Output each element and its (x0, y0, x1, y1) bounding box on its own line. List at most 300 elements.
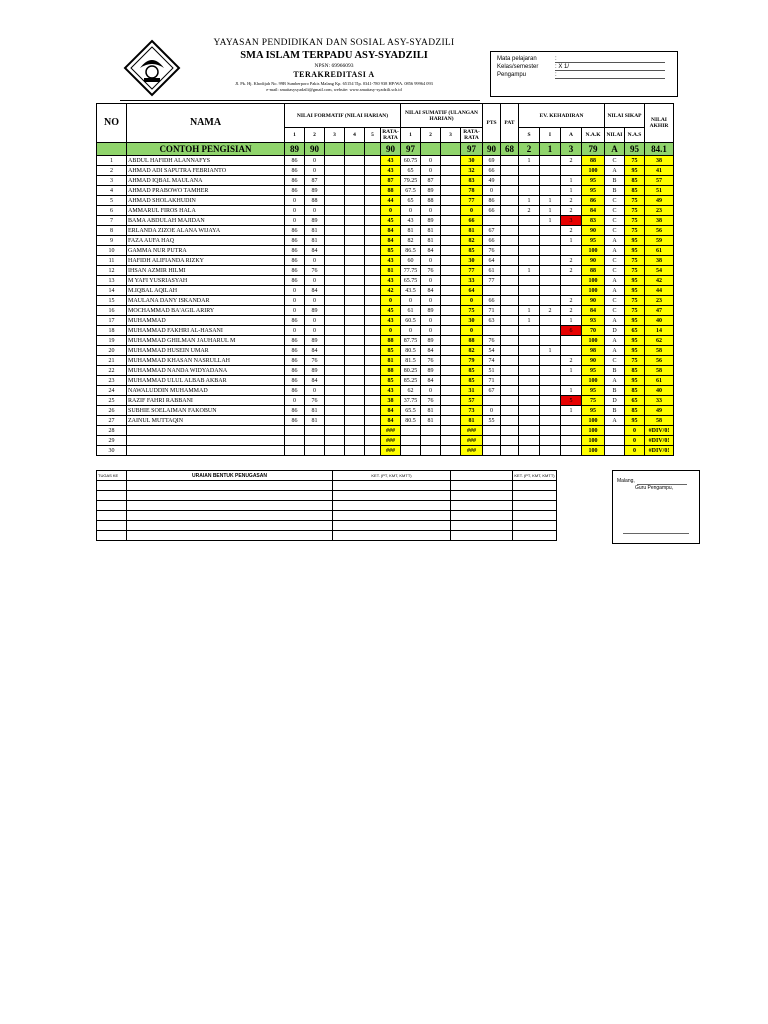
cell-nas[interactable]: 75 (625, 206, 645, 216)
tugas-cell[interactable] (333, 511, 451, 521)
tugas-cell[interactable] (451, 491, 513, 501)
cell-s[interactable] (519, 216, 540, 226)
tugas-cell[interactable] (451, 531, 513, 541)
cell-no[interactable]: 2 (97, 166, 127, 176)
cell-no[interactable]: 1 (97, 156, 127, 166)
cell-blank6[interactable] (365, 156, 381, 166)
cell-nak[interactable]: 95 (582, 236, 605, 246)
cell-f1[interactable]: 86 (285, 226, 305, 236)
cell-s1[interactable]: 0 (401, 206, 421, 216)
cell-no[interactable]: 26 (97, 406, 127, 416)
tugas-cell[interactable] (97, 521, 127, 531)
cell-s[interactable] (519, 386, 540, 396)
cell-a[interactable] (561, 416, 582, 426)
cell-no[interactable]: 16 (97, 306, 127, 316)
cell-pat[interactable] (501, 196, 519, 206)
cell-blank4[interactable] (325, 176, 345, 186)
cell-f2[interactable]: 87 (305, 176, 325, 186)
cell-f1[interactable]: 0 (285, 196, 305, 206)
cell-pat[interactable] (501, 346, 519, 356)
cell-name[interactable]: M YAFI YUSRIASYAH (127, 276, 285, 286)
tugas-cell[interactable] (127, 481, 333, 491)
cell-s1[interactable]: 43.5 (401, 286, 421, 296)
cell-f1[interactable]: 86 (285, 186, 305, 196)
cell-f2[interactable]: 0 (305, 166, 325, 176)
cell-pat[interactable] (501, 326, 519, 336)
cell-s2[interactable]: 89 (421, 216, 441, 226)
cell-fr[interactable]: ### (381, 426, 401, 436)
cell-blank6[interactable] (365, 226, 381, 236)
cell-blank5[interactable] (345, 276, 365, 286)
cell-sr[interactable]: 82 (461, 236, 483, 246)
cell-akhir[interactable]: 57 (645, 176, 674, 186)
cell-blank4[interactable] (325, 276, 345, 286)
cell-fr[interactable]: 85 (381, 376, 401, 386)
cell-name[interactable] (127, 446, 285, 456)
cell-sr[interactable]: 79 (461, 356, 483, 366)
cell-s2[interactable]: 81 (421, 236, 441, 246)
cell-nilai[interactable]: C (605, 356, 625, 366)
cell-akhir[interactable]: 49 (645, 406, 674, 416)
cell-blank6[interactable] (365, 336, 381, 346)
cell-f2[interactable]: 0 (305, 276, 325, 286)
cell-f2[interactable]: 81 (305, 236, 325, 246)
cell-f1[interactable]: 0 (285, 396, 305, 406)
cell-nak[interactable]: 86 (582, 196, 605, 206)
cell-pat[interactable] (501, 226, 519, 236)
cell-name[interactable]: MAULANA DANY ISKANDAR (127, 296, 285, 306)
cell-no[interactable]: 4 (97, 186, 127, 196)
cell-blank4[interactable] (325, 396, 345, 406)
cell-blank6[interactable] (365, 396, 381, 406)
cell-i[interactable] (540, 356, 561, 366)
cell-nas[interactable]: 75 (625, 156, 645, 166)
cell-fr[interactable]: 45 (381, 306, 401, 316)
cell-blank4[interactable] (325, 316, 345, 326)
cell-s2[interactable]: 88 (421, 196, 441, 206)
cell-s2[interactable]: 0 (421, 386, 441, 396)
cell-fr[interactable]: 88 (381, 366, 401, 376)
cell-pts[interactable]: 66 (483, 166, 501, 176)
cell-s1[interactable]: 87.75 (401, 336, 421, 346)
cell-blank5[interactable] (345, 356, 365, 366)
cell-nilai[interactable] (605, 426, 625, 436)
cell-blank10[interactable] (441, 236, 461, 246)
cell-s2[interactable]: 89 (421, 306, 441, 316)
cell-no[interactable]: 28 (97, 426, 127, 436)
tugas-cell[interactable] (451, 481, 513, 491)
cell-nas[interactable]: 95 (625, 276, 645, 286)
cell-nilai[interactable]: D (605, 396, 625, 406)
cell-nilai[interactable] (605, 436, 625, 446)
cell-s1[interactable]: 60.75 (401, 156, 421, 166)
cell-a[interactable]: 2 (561, 156, 582, 166)
cell-nak[interactable]: 75 (582, 396, 605, 406)
cell-blank10[interactable] (441, 386, 461, 396)
cell-nak[interactable]: 84 (582, 306, 605, 316)
cell-nak[interactable]: 83 (582, 216, 605, 226)
cell-sr[interactable]: 33 (461, 276, 483, 286)
cell-no[interactable]: 14 (97, 286, 127, 296)
cell-f1[interactable]: 86 (285, 246, 305, 256)
cell-blank10[interactable] (441, 376, 461, 386)
cell-blank4[interactable] (325, 206, 345, 216)
cell-f2[interactable]: 81 (305, 416, 325, 426)
cell-pts[interactable] (483, 216, 501, 226)
cell-akhir[interactable]: 33 (645, 396, 674, 406)
cell-pts[interactable]: 76 (483, 246, 501, 256)
tugas-cell[interactable] (333, 491, 451, 501)
cell-nilai[interactable]: D (605, 326, 625, 336)
cell-nak[interactable]: 84 (582, 206, 605, 216)
cell-fr[interactable]: 87 (381, 176, 401, 186)
cell-s1[interactable]: 82 (401, 236, 421, 246)
cell-pts[interactable]: 66 (483, 236, 501, 246)
cell-i[interactable] (540, 156, 561, 166)
cell-nilai[interactable]: C (605, 216, 625, 226)
tugas-cell[interactable] (513, 501, 557, 511)
cell-i[interactable] (540, 366, 561, 376)
cell-nak[interactable]: 95 (582, 386, 605, 396)
cell-i[interactable] (540, 396, 561, 406)
cell-nak[interactable]: 90 (582, 226, 605, 236)
cell-s[interactable]: 1 (519, 156, 540, 166)
cell-name[interactable]: ERLANDA ZIZOE ALANA WIJAYA (127, 226, 285, 236)
cell-a[interactable]: 1 (561, 186, 582, 196)
cell-akhir[interactable]: 38 (645, 216, 674, 226)
cell-blank4[interactable] (325, 426, 345, 436)
cell-fr[interactable]: 84 (381, 236, 401, 246)
cell-blank5[interactable] (345, 156, 365, 166)
cell-blank4[interactable] (325, 156, 345, 166)
cell-blank5[interactable] (345, 326, 365, 336)
cell-blank6[interactable] (365, 256, 381, 266)
cell-blank5[interactable] (345, 376, 365, 386)
cell-akhir[interactable]: 38 (645, 256, 674, 266)
cell-nak[interactable]: 100 (582, 246, 605, 256)
cell-a[interactable]: 1 (561, 366, 582, 376)
cell-a[interactable] (561, 446, 582, 456)
cell-sr[interactable]: 32 (461, 166, 483, 176)
cell-nilai[interactable]: C (605, 156, 625, 166)
cell-name[interactable]: MUHAMMAD HUSEIN UMAR (127, 346, 285, 356)
cell-no[interactable]: 23 (97, 376, 127, 386)
cell-a[interactable] (561, 336, 582, 346)
cell-fr[interactable]: 0 (381, 206, 401, 216)
cell-akhir[interactable]: 61 (645, 246, 674, 256)
cell-nas[interactable]: 95 (625, 166, 645, 176)
cell-pts[interactable]: 71 (483, 376, 501, 386)
cell-blank6[interactable] (365, 436, 381, 446)
cell-blank10[interactable] (441, 446, 461, 456)
tugas-cell[interactable] (127, 531, 333, 541)
cell-name[interactable]: AMMARUL FIROS HALA (127, 206, 285, 216)
cell-s[interactable] (519, 296, 540, 306)
cell-nas[interactable]: 65 (625, 396, 645, 406)
cell-pts[interactable] (483, 446, 501, 456)
cell-s2[interactable]: 84 (421, 376, 441, 386)
cell-s[interactable] (519, 416, 540, 426)
cell-fr[interactable]: 38 (381, 396, 401, 406)
cell-f2[interactable]: 89 (305, 336, 325, 346)
tugas-cell[interactable] (97, 501, 127, 511)
cell-akhir[interactable]: 56 (645, 356, 674, 366)
cell-s[interactable] (519, 446, 540, 456)
cell-nas[interactable]: 65 (625, 326, 645, 336)
cell-akhir[interactable]: 58 (645, 366, 674, 376)
cell-pat[interactable] (501, 406, 519, 416)
cell-name[interactable]: ZAINUL MUTTAQIN (127, 416, 285, 426)
cell-blank10[interactable] (441, 186, 461, 196)
cell-pat[interactable] (501, 336, 519, 346)
cell-fr[interactable]: 45 (381, 216, 401, 226)
cell-i[interactable]: 2 (540, 306, 561, 316)
cell-nak[interactable]: 100 (582, 276, 605, 286)
cell-fr[interactable]: 43 (381, 256, 401, 266)
cell-nas[interactable]: 75 (625, 266, 645, 276)
cell-nas[interactable]: 95 (625, 336, 645, 346)
cell-fr[interactable]: 84 (381, 416, 401, 426)
cell-s2[interactable]: 76 (421, 266, 441, 276)
cell-pat[interactable] (501, 266, 519, 276)
cell-nak[interactable]: 100 (582, 446, 605, 456)
cell-sr[interactable]: 75 (461, 306, 483, 316)
cell-akhir[interactable]: 62 (645, 336, 674, 346)
cell-nilai[interactable]: B (605, 386, 625, 396)
cell-pts[interactable]: 77 (483, 276, 501, 286)
cell-f1[interactable]: 0 (285, 306, 305, 316)
cell-blank10[interactable] (441, 346, 461, 356)
cell-blank10[interactable] (441, 436, 461, 446)
cell-blank6[interactable] (365, 316, 381, 326)
cell-akhir[interactable]: 47 (645, 306, 674, 316)
cell-nilai[interactable]: A (605, 346, 625, 356)
cell-sr[interactable]: 85 (461, 366, 483, 376)
cell-s[interactable] (519, 376, 540, 386)
cell-s2[interactable]: 89 (421, 366, 441, 376)
cell-f2[interactable]: 0 (305, 206, 325, 216)
cell-s[interactable] (519, 356, 540, 366)
cell-s[interactable] (519, 426, 540, 436)
cell-pts[interactable]: 86 (483, 196, 501, 206)
cell-nas[interactable]: 95 (625, 376, 645, 386)
cell-nas[interactable]: 95 (625, 416, 645, 426)
cell-pts[interactable]: 64 (483, 256, 501, 266)
cell-i[interactable]: 1 (540, 216, 561, 226)
cell-f2[interactable]: 84 (305, 346, 325, 356)
cell-pat[interactable] (501, 246, 519, 256)
cell-name[interactable] (127, 426, 285, 436)
cell-name[interactable]: MUHAMMAD NANDA WIDYADANA (127, 366, 285, 376)
cell-s1[interactable]: 65 (401, 166, 421, 176)
cell-s2[interactable]: 84 (421, 286, 441, 296)
cell-name[interactable]: FAZA AUFA HAQ (127, 236, 285, 246)
cell-blank4[interactable] (325, 226, 345, 236)
cell-nilai[interactable]: C (605, 196, 625, 206)
cell-blank5[interactable] (345, 286, 365, 296)
cell-a[interactable]: 2 (561, 226, 582, 236)
cell-blank6[interactable] (365, 286, 381, 296)
cell-name[interactable] (127, 436, 285, 446)
cell-pat[interactable] (501, 316, 519, 326)
cell-s1[interactable]: 80.5 (401, 346, 421, 356)
cell-nas[interactable]: 95 (625, 316, 645, 326)
cell-pts[interactable]: 55 (483, 416, 501, 426)
cell-fr[interactable]: 85 (381, 246, 401, 256)
mapel-field[interactable]: : (555, 56, 665, 63)
cell-blank10[interactable] (441, 256, 461, 266)
cell-fr[interactable]: 0 (381, 296, 401, 306)
cell-blank6[interactable] (365, 386, 381, 396)
cell-blank5[interactable] (345, 236, 365, 246)
cell-a[interactable] (561, 166, 582, 176)
cell-blank10[interactable] (441, 246, 461, 256)
pengampu-field[interactable]: : (555, 72, 665, 79)
cell-s2[interactable]: 89 (421, 186, 441, 196)
cell-s1[interactable]: 67.5 (401, 186, 421, 196)
cell-blank5[interactable] (345, 216, 365, 226)
cell-s1[interactable]: 65 (401, 196, 421, 206)
cell-f1[interactable]: 86 (285, 416, 305, 426)
tugas-cell[interactable] (333, 521, 451, 531)
cell-blank4[interactable] (325, 306, 345, 316)
cell-f2[interactable]: 89 (305, 306, 325, 316)
cell-a[interactable]: 1 (561, 236, 582, 246)
cell-s2[interactable] (421, 446, 441, 456)
cell-f2[interactable]: 84 (305, 286, 325, 296)
cell-i[interactable] (540, 256, 561, 266)
cell-a[interactable]: 2 (561, 306, 582, 316)
cell-blank10[interactable] (441, 426, 461, 436)
cell-i[interactable] (540, 446, 561, 456)
cell-sr[interactable]: 85 (461, 246, 483, 256)
cell-blank6[interactable] (365, 246, 381, 256)
cell-nak[interactable]: 100 (582, 416, 605, 426)
cell-nas[interactable]: 0 (625, 446, 645, 456)
cell-i[interactable] (540, 326, 561, 336)
cell-blank4[interactable] (325, 386, 345, 396)
cell-s1[interactable]: 65.75 (401, 276, 421, 286)
cell-i[interactable] (540, 286, 561, 296)
cell-blank5[interactable] (345, 346, 365, 356)
cell-nas[interactable]: 75 (625, 216, 645, 226)
cell-pts[interactable] (483, 326, 501, 336)
cell-name[interactable]: MUHAMMAD FAKHRI AL-HASANI (127, 326, 285, 336)
cell-nilai[interactable]: A (605, 416, 625, 426)
cell-akhir[interactable]: 14 (645, 326, 674, 336)
cell-pat[interactable] (501, 416, 519, 426)
cell-s[interactable] (519, 256, 540, 266)
cell-i[interactable] (540, 246, 561, 256)
cell-s[interactable] (519, 436, 540, 446)
tugas-cell[interactable] (451, 511, 513, 521)
tugas-cell[interactable] (127, 521, 333, 531)
cell-nas[interactable]: 85 (625, 386, 645, 396)
cell-nilai[interactable]: B (605, 186, 625, 196)
sign-name-line[interactable] (623, 533, 689, 534)
cell-s1[interactable]: 43 (401, 216, 421, 226)
cell-s[interactable] (519, 186, 540, 196)
cell-i[interactable] (540, 236, 561, 246)
cell-name[interactable]: AHMAD ADI SAPUTRA FEBRIANTO (127, 166, 285, 176)
cell-f1[interactable]: 86 (285, 406, 305, 416)
cell-fr[interactable]: 0 (381, 326, 401, 336)
cell-sr[interactable]: 82 (461, 346, 483, 356)
cell-a[interactable]: 3 (561, 216, 582, 226)
cell-pts[interactable]: 66 (483, 206, 501, 216)
cell-s[interactable] (519, 406, 540, 416)
cell-no[interactable]: 13 (97, 276, 127, 286)
cell-f2[interactable]: 76 (305, 266, 325, 276)
tugas-cell[interactable] (127, 491, 333, 501)
cell-nak[interactable]: 90 (582, 296, 605, 306)
cell-pat[interactable] (501, 386, 519, 396)
cell-nas[interactable]: 75 (625, 296, 645, 306)
cell-blank4[interactable] (325, 286, 345, 296)
cell-no[interactable]: 25 (97, 396, 127, 406)
cell-no[interactable]: 21 (97, 356, 127, 366)
cell-f1[interactable]: 86 (285, 386, 305, 396)
cell-f1[interactable]: 86 (285, 356, 305, 366)
cell-s[interactable] (519, 396, 540, 406)
cell-f1[interactable]: 86 (285, 266, 305, 276)
cell-i[interactable] (540, 226, 561, 236)
cell-blank5[interactable] (345, 366, 365, 376)
cell-blank6[interactable] (365, 326, 381, 336)
cell-a[interactable] (561, 426, 582, 436)
cell-blank5[interactable] (345, 426, 365, 436)
cell-blank5[interactable] (345, 296, 365, 306)
cell-pts[interactable]: 67 (483, 226, 501, 236)
cell-pat[interactable] (501, 256, 519, 266)
cell-blank10[interactable] (441, 286, 461, 296)
cell-f2[interactable]: 76 (305, 356, 325, 366)
cell-pts[interactable]: 66 (483, 296, 501, 306)
cell-no[interactable]: 7 (97, 216, 127, 226)
cell-blank4[interactable] (325, 416, 345, 426)
cell-i[interactable] (540, 336, 561, 346)
cell-blank4[interactable] (325, 346, 345, 356)
cell-blank5[interactable] (345, 166, 365, 176)
cell-pat[interactable] (501, 376, 519, 386)
cell-name[interactable]: MUHAMMAD (127, 316, 285, 326)
cell-name[interactable]: RAZIF FAHRI RABBANI (127, 396, 285, 406)
cell-s[interactable]: 1 (519, 316, 540, 326)
cell-pts[interactable]: 74 (483, 356, 501, 366)
cell-i[interactable] (540, 416, 561, 426)
cell-i[interactable] (540, 166, 561, 176)
cell-sr[interactable]: 31 (461, 386, 483, 396)
tugas-cell[interactable] (127, 511, 333, 521)
cell-sr[interactable]: 30 (461, 316, 483, 326)
cell-nas[interactable]: 85 (625, 186, 645, 196)
cell-a[interactable]: 2 (561, 266, 582, 276)
cell-blank4[interactable] (325, 366, 345, 376)
cell-blank6[interactable] (365, 356, 381, 366)
cell-a[interactable]: 1 (561, 406, 582, 416)
cell-akhir[interactable]: 56 (645, 226, 674, 236)
cell-akhir[interactable]: 58 (645, 346, 674, 356)
cell-s1[interactable]: 77.75 (401, 266, 421, 276)
cell-nilai[interactable]: A (605, 286, 625, 296)
tugas-cell[interactable] (513, 481, 557, 491)
cell-pat[interactable] (501, 286, 519, 296)
cell-s2[interactable]: 84 (421, 246, 441, 256)
cell-nilai[interactable]: C (605, 306, 625, 316)
cell-no[interactable]: 8 (97, 226, 127, 236)
cell-no[interactable]: 19 (97, 336, 127, 346)
cell-name[interactable]: SUBHIE SOELAIMAN FAKOBUN (127, 406, 285, 416)
